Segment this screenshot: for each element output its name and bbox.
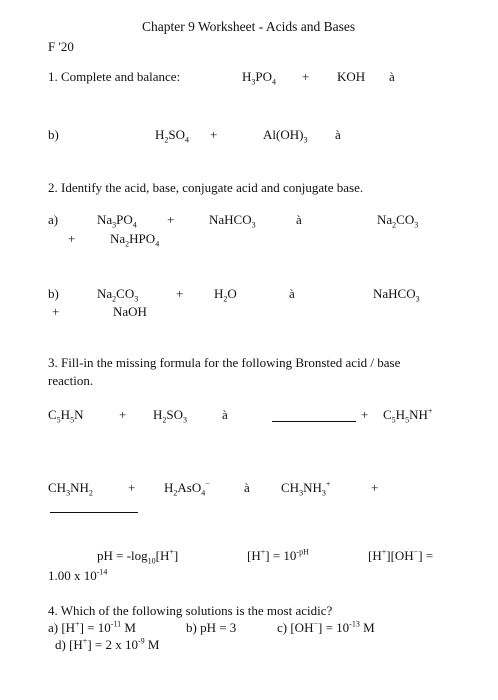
q3-eq2-product1: $CH_3NH_3^+$ xyxy=(281,479,331,498)
term-label: F '20 xyxy=(48,39,74,54)
q2b-product2: NaOH xyxy=(113,304,147,319)
q4-option-b: b) pH = 3 xyxy=(186,620,237,635)
q2b-plus2: + xyxy=(52,304,60,319)
q2b-product1: NaHCO$_3$ xyxy=(373,286,420,304)
q2a-reactant2: NaHCO$_3$ xyxy=(209,212,256,230)
q2b-arrow: à xyxy=(289,286,295,301)
q3-eq1-arrow: à xyxy=(222,407,228,422)
q1-prompt: 1. Complete and balance: xyxy=(48,69,181,84)
q3-prompt-line1: 3. Fill-in the missing formula for the following Bronsted acid / base xyxy=(48,355,401,370)
q3-eq1-reactant2: $H_2SO_3$ xyxy=(153,407,188,425)
q3-eq1-plus1: + xyxy=(119,407,127,422)
q2b-reactant1: $Na_2CO_3$ xyxy=(97,286,139,304)
q2-prompt: 2. Identify the acid, base, conjugate acid and conjugate base. xyxy=(48,180,364,195)
worksheet-title: Chapter 9 Worksheet - Acids and Bases xyxy=(142,19,356,34)
q3-eq2-arrow: à xyxy=(244,480,250,495)
q1b-arrow: à xyxy=(335,127,341,142)
q3-eq2-plus2: + xyxy=(371,480,379,495)
q4-option-d: d) [H+] = 2 x $10^{-9}$ M xyxy=(55,636,160,652)
q3-eq1-plus2: + xyxy=(361,407,369,422)
q4-option-a: a) $[H^+] = 10^{-11}$ M xyxy=(48,619,136,635)
q2b-plus1: + xyxy=(176,286,184,301)
q3-eq2-reactant2: $H_2AsO_4^-$ xyxy=(164,479,210,498)
q2a-plus2: + xyxy=(68,231,76,246)
q1b-reactant1: $H_2SO_4$ xyxy=(155,127,190,145)
q2a-label: a) xyxy=(48,212,59,227)
q3-eq1-answer-blank[interactable] xyxy=(272,421,356,422)
q2a-reactant1: $Na_3PO_4$ xyxy=(97,212,137,230)
q3-eq1-product2: $C_5H_5NH^+$ xyxy=(383,406,433,425)
kw-value: 1.00 x $10^{-14}$ xyxy=(48,567,108,583)
q1a-arrow: à xyxy=(389,69,395,84)
q2a-arrow: à xyxy=(296,212,302,227)
q1a-reactant2: KOH xyxy=(337,69,366,84)
q3-eq2-reactant1: $CH_3NH_2$ xyxy=(48,480,93,498)
q1b-plus: + xyxy=(210,127,218,142)
q3-eq2-plus1: + xyxy=(128,480,136,495)
q3-eq2-answer-blank[interactable] xyxy=(50,512,138,513)
q4-prompt: 4. Which of the following solutions is the most acidic? xyxy=(48,603,333,618)
h-concentration-formula: $[H^+] = 10^{-pH}$ xyxy=(247,547,309,563)
q3-eq1-reactant1: $C_5H_5N$ xyxy=(48,407,84,425)
q2b-reactant2: $H_2O$ xyxy=(214,286,237,304)
q2a-plus1: + xyxy=(167,212,175,227)
q1b-reactant2: $Al(OH)_3$ xyxy=(263,127,308,145)
q2a-product2: $Na_2HPO_4$ xyxy=(110,231,160,249)
q1a-plus: + xyxy=(302,69,310,84)
q2b-label: b) xyxy=(48,286,59,301)
q2a-product1: $Na_2CO_3$ xyxy=(377,212,419,230)
ph-formula: pH = $-\log_{10}[H^+]$ xyxy=(97,547,179,566)
q1a-reactant1: $H_3PO_4$ xyxy=(242,69,277,87)
q4-option-c: c) $[OH^-] = 10^{-13}$ M xyxy=(277,619,375,635)
q3-prompt-line2: reaction. xyxy=(48,373,94,388)
kw-formula: [H+][OH−] = xyxy=(368,547,434,563)
q1b-label: b) xyxy=(48,127,59,142)
